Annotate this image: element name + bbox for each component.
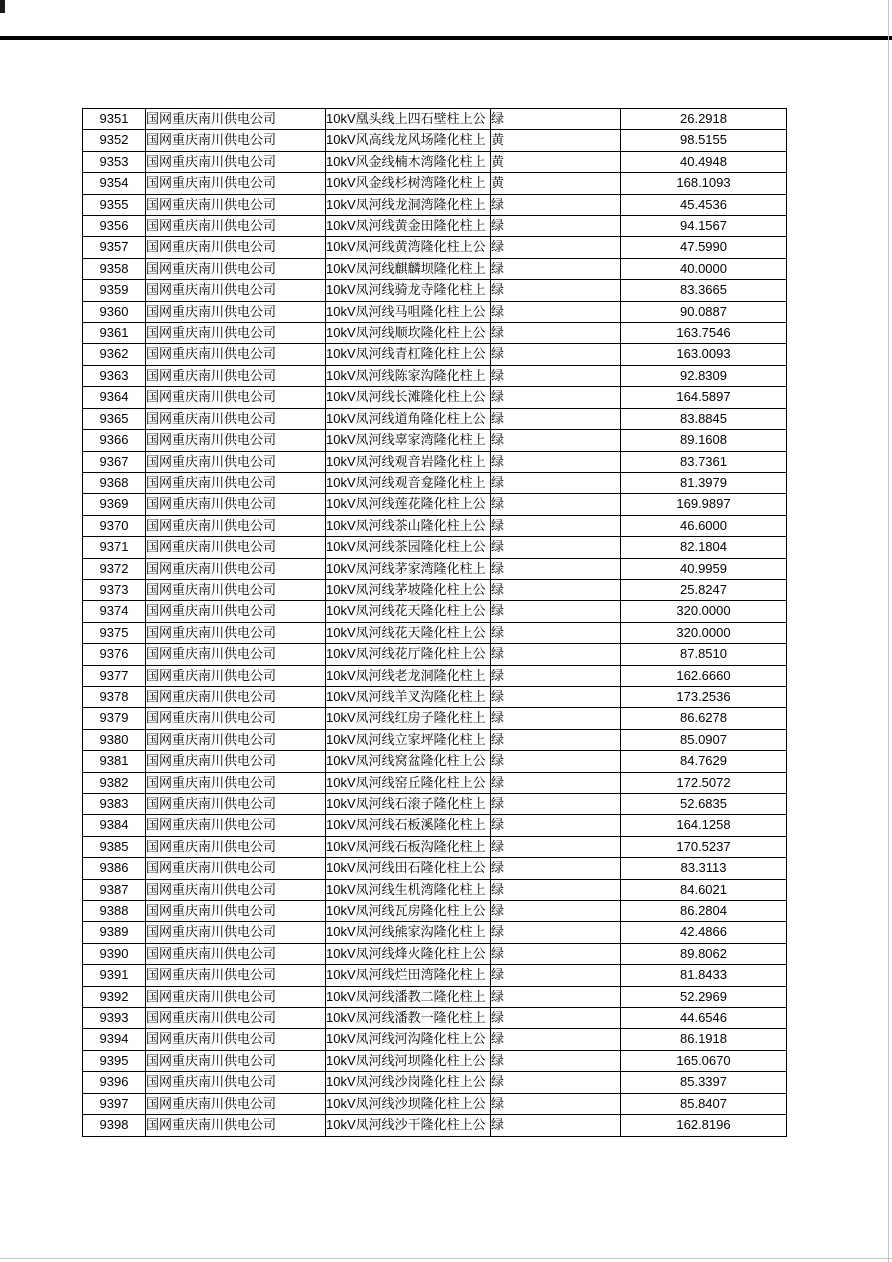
company-cell: 国网重庆南川供电公司 (146, 836, 326, 857)
value-cell: 162.6660 (621, 665, 787, 686)
value-cell: 164.1258 (621, 815, 787, 836)
company-cell: 国网重庆南川供电公司 (146, 644, 326, 665)
company-cell: 国网重庆南川供电公司 (146, 451, 326, 472)
company-cell: 国网重庆南川供电公司 (146, 943, 326, 964)
value-cell: 170.5237 (621, 836, 787, 857)
table-row (83, 901, 787, 922)
value-cell: 81.8433 (621, 965, 787, 986)
status-cell: 绿 (491, 579, 621, 600)
company-cell: 国网重庆南川供电公司 (146, 665, 326, 686)
page-bottom-edge (0, 1258, 892, 1259)
table-row (83, 323, 787, 344)
line-name-cell: 10kV凤河线青杠隆化柱上公 (326, 344, 491, 365)
value-cell: 84.6021 (621, 879, 787, 900)
table-row (83, 836, 787, 857)
company-cell: 国网重庆南川供电公司 (146, 258, 326, 279)
value-cell: 84.7629 (621, 751, 787, 772)
status-cell: 绿 (491, 258, 621, 279)
company-cell: 国网重庆南川供电公司 (146, 365, 326, 386)
row-number-cell: 9376 (83, 644, 146, 665)
company-cell: 国网重庆南川供电公司 (146, 751, 326, 772)
value-cell: 85.8407 (621, 1093, 787, 1114)
company-cell: 国网重庆南川供电公司 (146, 1115, 326, 1136)
line-name-cell: 10kV凤河线河坝隆化柱上公 (326, 1050, 491, 1071)
table-row (83, 237, 787, 258)
line-name-cell: 10kV凤河线顺坎隆化柱上公 (326, 323, 491, 344)
company-cell: 国网重庆南川供电公司 (146, 408, 326, 429)
table-row (83, 1072, 787, 1093)
table-row (83, 708, 787, 729)
row-number-cell: 9390 (83, 943, 146, 964)
table-row (83, 151, 787, 172)
value-cell: 85.3397 (621, 1072, 787, 1093)
value-cell: 83.8845 (621, 408, 787, 429)
data-table (82, 108, 787, 1137)
row-number-cell: 9361 (83, 323, 146, 344)
company-cell: 国网重庆南川供电公司 (146, 772, 326, 793)
value-cell: 165.0670 (621, 1050, 787, 1071)
status-cell: 绿 (491, 515, 621, 536)
row-number-cell: 9363 (83, 365, 146, 386)
company-cell: 国网重庆南川供电公司 (146, 430, 326, 451)
company-cell: 国网重庆南川供电公司 (146, 173, 326, 194)
table-row (83, 1008, 787, 1029)
row-number-cell: 9365 (83, 408, 146, 429)
row-number-cell: 9379 (83, 708, 146, 729)
line-name-cell: 10kV凤河线烂田湾隆化柱上 (326, 965, 491, 986)
table-row (83, 515, 787, 536)
row-number-cell: 9371 (83, 537, 146, 558)
value-cell: 86.2804 (621, 901, 787, 922)
status-cell: 绿 (491, 836, 621, 857)
table-row (83, 558, 787, 579)
row-number-cell: 9386 (83, 858, 146, 879)
status-cell: 绿 (491, 451, 621, 472)
row-number-cell: 9392 (83, 986, 146, 1007)
line-name-cell: 10kV凤河线窑丘隆化柱上公 (326, 772, 491, 793)
value-cell: 40.0000 (621, 258, 787, 279)
value-cell: 164.5897 (621, 387, 787, 408)
company-cell: 国网重庆南川供电公司 (146, 280, 326, 301)
status-cell: 绿 (491, 601, 621, 622)
value-cell: 82.1804 (621, 537, 787, 558)
row-number-cell: 9375 (83, 622, 146, 643)
status-cell: 黄 (491, 173, 621, 194)
company-cell: 国网重庆南川供电公司 (146, 901, 326, 922)
row-number-cell: 9391 (83, 965, 146, 986)
company-cell: 国网重庆南川供电公司 (146, 387, 326, 408)
table-row (83, 965, 787, 986)
table-body (83, 109, 787, 1137)
value-cell: 89.8062 (621, 943, 787, 964)
value-cell: 320.0000 (621, 601, 787, 622)
value-cell: 172.5072 (621, 772, 787, 793)
value-cell: 52.6835 (621, 794, 787, 815)
status-cell: 绿 (491, 430, 621, 451)
row-number-cell: 9364 (83, 387, 146, 408)
line-name-cell: 10kV凤河线老龙洞隆化柱上 (326, 665, 491, 686)
status-cell: 绿 (491, 387, 621, 408)
row-number-cell: 9394 (83, 1029, 146, 1050)
value-cell: 92.8309 (621, 365, 787, 386)
status-cell: 绿 (491, 879, 621, 900)
top-horizontal-rule (0, 36, 892, 40)
row-number-cell: 9357 (83, 237, 146, 258)
status-cell: 绿 (491, 408, 621, 429)
value-cell: 83.3113 (621, 858, 787, 879)
status-cell: 绿 (491, 537, 621, 558)
line-name-cell: 10kV凤河线羊叉沟隆化柱上 (326, 686, 491, 707)
company-cell: 国网重庆南川供电公司 (146, 472, 326, 493)
line-name-cell: 10kV凤河线长滩隆化柱上公 (326, 387, 491, 408)
line-name-cell: 10kV凤河线烽火隆化柱上公 (326, 943, 491, 964)
table-row (83, 1093, 787, 1114)
value-cell: 94.1567 (621, 216, 787, 237)
company-cell: 国网重庆南川供电公司 (146, 879, 326, 900)
status-cell: 绿 (491, 729, 621, 750)
status-cell: 绿 (491, 622, 621, 643)
row-number-cell: 9380 (83, 729, 146, 750)
row-number-cell: 9397 (83, 1093, 146, 1114)
line-name-cell: 10kV凤河线窝盆隆化柱上公 (326, 751, 491, 772)
line-name-cell: 10kV凤河线道角隆化柱上公 (326, 408, 491, 429)
status-cell: 绿 (491, 815, 621, 836)
row-number-cell: 9395 (83, 1050, 146, 1071)
row-number-cell: 9353 (83, 151, 146, 172)
table-row (83, 1029, 787, 1050)
row-number-cell: 9362 (83, 344, 146, 365)
company-cell: 国网重庆南川供电公司 (146, 109, 326, 130)
status-cell: 绿 (491, 943, 621, 964)
status-cell: 绿 (491, 751, 621, 772)
line-name-cell: 10kV凤河线石板溪隆化柱上 (326, 815, 491, 836)
row-number-cell: 9393 (83, 1008, 146, 1029)
value-cell: 83.7361 (621, 451, 787, 472)
table-row (83, 686, 787, 707)
company-cell: 国网重庆南川供电公司 (146, 1072, 326, 1093)
value-cell: 25.8247 (621, 579, 787, 600)
status-cell: 绿 (491, 365, 621, 386)
company-cell: 国网重庆南川供电公司 (146, 1029, 326, 1050)
value-cell: 52.2969 (621, 986, 787, 1007)
row-number-cell: 9370 (83, 515, 146, 536)
line-name-cell: 10kV凤河线潘教二隆化柱上 (326, 986, 491, 1007)
value-cell: 87.8510 (621, 644, 787, 665)
line-name-cell: 10kV凤河线茶山隆化柱上公 (326, 515, 491, 536)
status-cell: 绿 (491, 665, 621, 686)
table-row (83, 109, 787, 130)
line-name-cell: 10kV凤河线茅家湾隆化柱上 (326, 558, 491, 579)
status-cell: 绿 (491, 772, 621, 793)
status-cell: 绿 (491, 922, 621, 943)
row-number-cell: 9355 (83, 194, 146, 215)
row-number-cell: 9356 (83, 216, 146, 237)
line-name-cell: 10kV凤河线沙坝隆化柱上公 (326, 1093, 491, 1114)
company-cell: 国网重庆南川供电公司 (146, 922, 326, 943)
row-number-cell: 9389 (83, 922, 146, 943)
line-name-cell: 10kV凤河线黄湾隆化柱上公 (326, 237, 491, 258)
line-name-cell: 10kV凤河线麒麟坝隆化柱上 (326, 258, 491, 279)
line-name-cell: 10kV凤河线石滚子隆化柱上 (326, 794, 491, 815)
company-cell: 国网重庆南川供电公司 (146, 301, 326, 322)
table-row (83, 622, 787, 643)
table-row (83, 601, 787, 622)
table-row (83, 751, 787, 772)
company-cell: 国网重庆南川供电公司 (146, 151, 326, 172)
company-cell: 国网重庆南川供电公司 (146, 729, 326, 750)
table-row (83, 258, 787, 279)
line-name-cell: 10kV凤河线观音岩隆化柱上 (326, 451, 491, 472)
table-row (83, 772, 787, 793)
company-cell: 国网重庆南川供电公司 (146, 708, 326, 729)
line-name-cell: 10kV凤河线瓦房隆化柱上公 (326, 901, 491, 922)
line-name-cell: 10kV凤河线莲花隆化柱上公 (326, 494, 491, 515)
value-cell: 81.3979 (621, 472, 787, 493)
row-number-cell: 9396 (83, 1072, 146, 1093)
table-row (83, 387, 787, 408)
company-cell: 国网重庆南川供电公司 (146, 130, 326, 151)
table-row (83, 365, 787, 386)
page-right-edge (888, 0, 889, 1262)
table-row (83, 173, 787, 194)
status-cell: 绿 (491, 558, 621, 579)
status-cell: 绿 (491, 194, 621, 215)
status-cell: 绿 (491, 1008, 621, 1029)
table-row (83, 537, 787, 558)
line-name-cell: 10kV风金线楠木湾隆化柱上 (326, 151, 491, 172)
line-name-cell: 10kV凤河线红房子隆化柱上 (326, 708, 491, 729)
row-number-cell: 9385 (83, 836, 146, 857)
line-name-cell: 10kV风高线龙风场隆化柱上 (326, 130, 491, 151)
line-name-cell: 10kV凤河线沙岗隆化柱上公 (326, 1072, 491, 1093)
value-cell: 47.5990 (621, 237, 787, 258)
company-cell: 国网重庆南川供电公司 (146, 323, 326, 344)
line-name-cell: 10kV凤河线茶园隆化柱上公 (326, 537, 491, 558)
line-name-cell: 10kV凤河线沙干隆化柱上公 (326, 1115, 491, 1136)
row-number-cell: 9398 (83, 1115, 146, 1136)
company-cell: 国网重庆南川供电公司 (146, 794, 326, 815)
table-row (83, 472, 787, 493)
table-row (83, 858, 787, 879)
company-cell: 国网重庆南川供电公司 (146, 622, 326, 643)
company-cell: 国网重庆南川供电公司 (146, 216, 326, 237)
status-cell: 绿 (491, 644, 621, 665)
value-cell: 89.1608 (621, 430, 787, 451)
status-cell: 绿 (491, 494, 621, 515)
row-number-cell: 9358 (83, 258, 146, 279)
company-cell: 国网重庆南川供电公司 (146, 858, 326, 879)
company-cell: 国网重庆南川供电公司 (146, 537, 326, 558)
row-number-cell: 9381 (83, 751, 146, 772)
value-cell: 320.0000 (621, 622, 787, 643)
table-row (83, 922, 787, 943)
row-number-cell: 9368 (83, 472, 146, 493)
line-name-cell: 10kV凤河线熊家沟隆化柱上 (326, 922, 491, 943)
line-name-cell: 10kV凤河线观音龛隆化柱上 (326, 472, 491, 493)
row-number-cell: 9359 (83, 280, 146, 301)
status-cell: 绿 (491, 323, 621, 344)
table-row (83, 494, 787, 515)
line-name-cell: 10kV凤河线花天隆化柱上公 (326, 601, 491, 622)
row-number-cell: 9387 (83, 879, 146, 900)
status-cell: 绿 (491, 965, 621, 986)
status-cell: 黄 (491, 130, 621, 151)
value-cell: 163.7546 (621, 323, 787, 344)
table-row (83, 344, 787, 365)
line-name-cell: 10kV凤河线立家坪隆化柱上 (326, 729, 491, 750)
table-row (83, 579, 787, 600)
status-cell: 绿 (491, 472, 621, 493)
line-name-cell: 10kV凤河线石板沟隆化柱上 (326, 836, 491, 857)
company-cell: 国网重庆南川供电公司 (146, 579, 326, 600)
line-name-cell: 10kV凤河线陈家沟隆化柱上 (326, 365, 491, 386)
table-row (83, 879, 787, 900)
line-name-cell: 10kV凤河线潘教一隆化柱上 (326, 1008, 491, 1029)
table-row (83, 408, 787, 429)
row-number-cell: 9351 (83, 109, 146, 130)
table-row (83, 729, 787, 750)
status-cell: 绿 (491, 901, 621, 922)
status-cell: 绿 (491, 986, 621, 1007)
value-cell: 162.8196 (621, 1115, 787, 1136)
table-row (83, 794, 787, 815)
row-number-cell: 9372 (83, 558, 146, 579)
value-cell: 163.0093 (621, 344, 787, 365)
value-cell: 83.3665 (621, 280, 787, 301)
company-cell: 国网重庆南川供电公司 (146, 237, 326, 258)
row-number-cell: 9352 (83, 130, 146, 151)
row-number-cell: 9373 (83, 579, 146, 600)
row-number-cell: 9366 (83, 430, 146, 451)
status-cell: 绿 (491, 794, 621, 815)
row-number-cell: 9378 (83, 686, 146, 707)
company-cell: 国网重庆南川供电公司 (146, 1008, 326, 1029)
line-name-cell: 10kV凤河线花厅隆化柱上公 (326, 644, 491, 665)
company-cell: 国网重庆南川供电公司 (146, 194, 326, 215)
company-cell: 国网重庆南川供电公司 (146, 965, 326, 986)
company-cell: 国网重庆南川供电公司 (146, 344, 326, 365)
line-name-cell: 10kV凤河线骑龙寺隆化柱上 (326, 280, 491, 301)
value-cell: 26.2918 (621, 109, 787, 130)
table-row (83, 1115, 787, 1136)
company-cell: 国网重庆南川供电公司 (146, 494, 326, 515)
company-cell: 国网重庆南川供电公司 (146, 815, 326, 836)
row-number-cell: 9369 (83, 494, 146, 515)
line-name-cell: 10kV凤河线花天隆化柱上公 (326, 622, 491, 643)
line-name-cell: 10kV凰头线上四石壁柱上公 (326, 109, 491, 130)
status-cell: 绿 (491, 1050, 621, 1071)
status-cell: 绿 (491, 344, 621, 365)
value-cell: 168.1093 (621, 173, 787, 194)
value-cell: 90.0887 (621, 301, 787, 322)
value-cell: 46.6000 (621, 515, 787, 536)
company-cell: 国网重庆南川供电公司 (146, 601, 326, 622)
status-cell: 绿 (491, 216, 621, 237)
value-cell: 40.4948 (621, 151, 787, 172)
value-cell: 85.0907 (621, 729, 787, 750)
row-number-cell: 9377 (83, 665, 146, 686)
row-number-cell: 9374 (83, 601, 146, 622)
line-name-cell: 10kV凤河线河沟隆化柱上公 (326, 1029, 491, 1050)
row-number-cell: 9388 (83, 901, 146, 922)
line-name-cell: 10kV凤河线马咀隆化柱上公 (326, 301, 491, 322)
line-name-cell: 10kV凤河线茅坡隆化柱上公 (326, 579, 491, 600)
line-name-cell: 10kV凤河线龙洞湾隆化柱上 (326, 194, 491, 215)
company-cell: 国网重庆南川供电公司 (146, 1050, 326, 1071)
company-cell: 国网重庆南川供电公司 (146, 1093, 326, 1114)
status-cell: 绿 (491, 686, 621, 707)
line-name-cell: 10kV凤河线田石隆化柱上公 (326, 858, 491, 879)
table-row (83, 430, 787, 451)
company-cell: 国网重庆南川供电公司 (146, 515, 326, 536)
value-cell: 169.9897 (621, 494, 787, 515)
row-number-cell: 9384 (83, 815, 146, 836)
line-name-cell: 10kV凤河线黄金田隆化柱上 (326, 216, 491, 237)
value-cell: 86.6278 (621, 708, 787, 729)
status-cell: 绿 (491, 858, 621, 879)
status-cell: 绿 (491, 1115, 621, 1136)
line-name-cell: 10kV凤河线辜家湾隆化柱上 (326, 430, 491, 451)
status-cell: 绿 (491, 280, 621, 301)
status-cell: 绿 (491, 237, 621, 258)
table-row (83, 451, 787, 472)
table-row (83, 665, 787, 686)
status-cell: 绿 (491, 1072, 621, 1093)
table-row (83, 194, 787, 215)
corner-mark (0, 0, 5, 13)
status-cell: 绿 (491, 301, 621, 322)
status-cell: 绿 (491, 1029, 621, 1050)
status-cell: 绿 (491, 109, 621, 130)
company-cell: 国网重庆南川供电公司 (146, 686, 326, 707)
row-number-cell: 9354 (83, 173, 146, 194)
table-row (83, 280, 787, 301)
status-cell: 绿 (491, 708, 621, 729)
table-row (83, 130, 787, 151)
status-cell: 绿 (491, 1093, 621, 1114)
value-cell: 98.5155 (621, 130, 787, 151)
table-row (83, 216, 787, 237)
status-cell: 黄 (491, 151, 621, 172)
value-cell: 45.4536 (621, 194, 787, 215)
row-number-cell: 9382 (83, 772, 146, 793)
table-row (83, 986, 787, 1007)
row-number-cell: 9360 (83, 301, 146, 322)
line-name-cell: 10kV风金线杉树湾隆化柱上 (326, 173, 491, 194)
line-name-cell: 10kV凤河线生机湾隆化柱上 (326, 879, 491, 900)
table-row (83, 301, 787, 322)
company-cell: 国网重庆南川供电公司 (146, 986, 326, 1007)
table-row (83, 815, 787, 836)
row-number-cell: 9383 (83, 794, 146, 815)
value-cell: 86.1918 (621, 1029, 787, 1050)
value-cell: 44.6546 (621, 1008, 787, 1029)
value-cell: 173.2536 (621, 686, 787, 707)
value-cell: 42.4866 (621, 922, 787, 943)
value-cell: 40.9959 (621, 558, 787, 579)
table-row (83, 943, 787, 964)
table-row (83, 1050, 787, 1071)
table-row (83, 644, 787, 665)
company-cell: 国网重庆南川供电公司 (146, 558, 326, 579)
row-number-cell: 9367 (83, 451, 146, 472)
